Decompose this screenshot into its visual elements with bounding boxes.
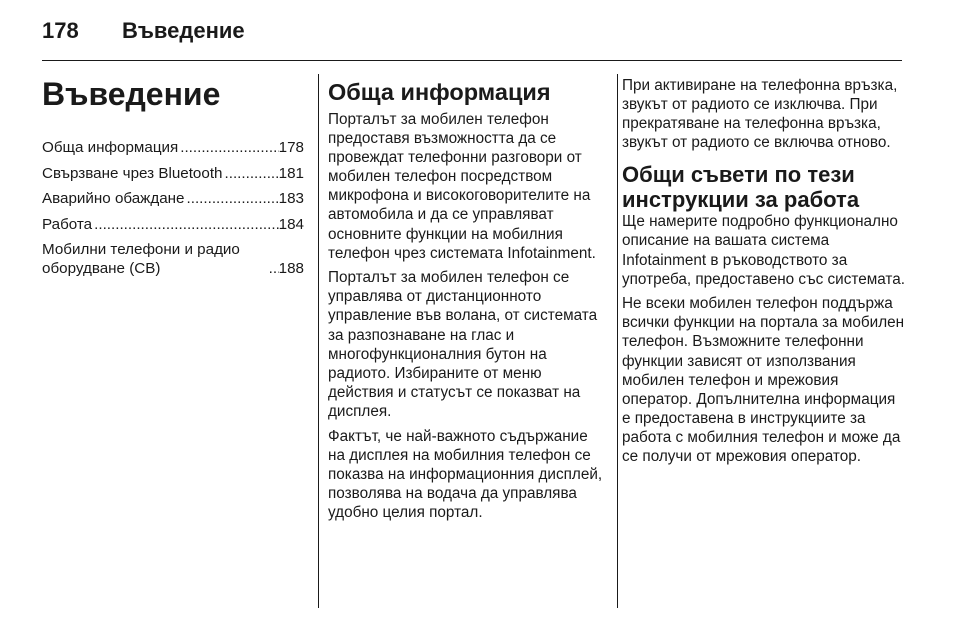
- header-title: Въведение: [122, 18, 245, 43]
- toc-leader-dots: [185, 189, 279, 208]
- column-divider: [318, 74, 319, 608]
- toc-leader-dots: [92, 215, 279, 234]
- body-paragraph: При активиране на телефонна връзка, звукът от радиото се изключва. При прекратяване на телефонна връзка, звукът от радиото се включва отново.: [622, 77, 898, 152]
- body-paragraph: Ще намерите подробно функционално описание на вашата система Infotainment в ръководството за употреба, предоставено със системата.: [622, 213, 905, 288]
- toc-item[interactable]: [42, 189, 304, 208]
- toc-leader-dots: [223, 164, 279, 183]
- body-paragraph: Порталът за мобилен телефон предоставя възможността да се провеждат телефонни разговори от мобилен телефон посредством микрофона и високоговорителите на автомобила и да се управляват основните функции на мобилния телефон чрез системата Infotainment.: [328, 111, 596, 262]
- toc-item-page: 188: [278, 260, 304, 277]
- toc-item-label: Обща информация: [42, 139, 179, 156]
- toc-item-label: Аварийно обаждане: [42, 190, 185, 207]
- column-divider: [617, 74, 618, 608]
- toc-column: [42, 76, 304, 285]
- toc-item[interactable]: [42, 240, 304, 278]
- general-info-column: [328, 76, 608, 527]
- body-paragraph: Не всеки мобилен телефон поддържа всички функции на портала за мобилен телефон. Възможните телефонни функции зависят от използвания мобилен телефон и мрежовия оператор. Допълнителна информация е предоставена в инструкциите за работа с мобилния телефон и може да се получи от мрежовия оператор.: [622, 295, 905, 465]
- toc-item-label: Работа: [42, 215, 93, 233]
- section-heading: Общи съвети по тези инструкции за работа: [622, 162, 860, 213]
- toc-item-page: 184: [278, 215, 304, 233]
- body-paragraph: Фактът, че най-важното съдържание на дисплея на мобилния телефон се показва на информационния дисплей, позволява на водача да управлява удобно целия портал.: [328, 427, 603, 521]
- header-rule: [42, 60, 902, 61]
- toc-leader-dots: [267, 259, 279, 278]
- toc-item-label: Мобилни телефони и радио оборудване (CB): [42, 241, 240, 277]
- chapter-title: Въведение: [42, 76, 221, 112]
- page-number: 178: [42, 18, 79, 43]
- toc-item[interactable]: [42, 164, 304, 183]
- toc-item[interactable]: [42, 138, 304, 157]
- instructions-column: [622, 76, 906, 472]
- toc-item[interactable]: [42, 215, 304, 234]
- section-heading: Обща информация: [328, 79, 551, 105]
- toc-item-label: Свързване чрез Bluetooth: [42, 164, 223, 182]
- toc-item-page: 183: [278, 190, 304, 207]
- body-paragraph: Порталът за мобилен телефон се управлява от дистанционното управление във волана, от системата за разпознаване на глас и многофункционалния бутон на радиото. Избираните от меню действия и статусът се показват на дисплея.: [328, 269, 598, 420]
- toc-leader-dots: [178, 138, 278, 157]
- table-of-contents: [42, 138, 304, 278]
- toc-item-page: 181: [278, 164, 304, 182]
- toc-item-page: 178: [278, 139, 304, 156]
